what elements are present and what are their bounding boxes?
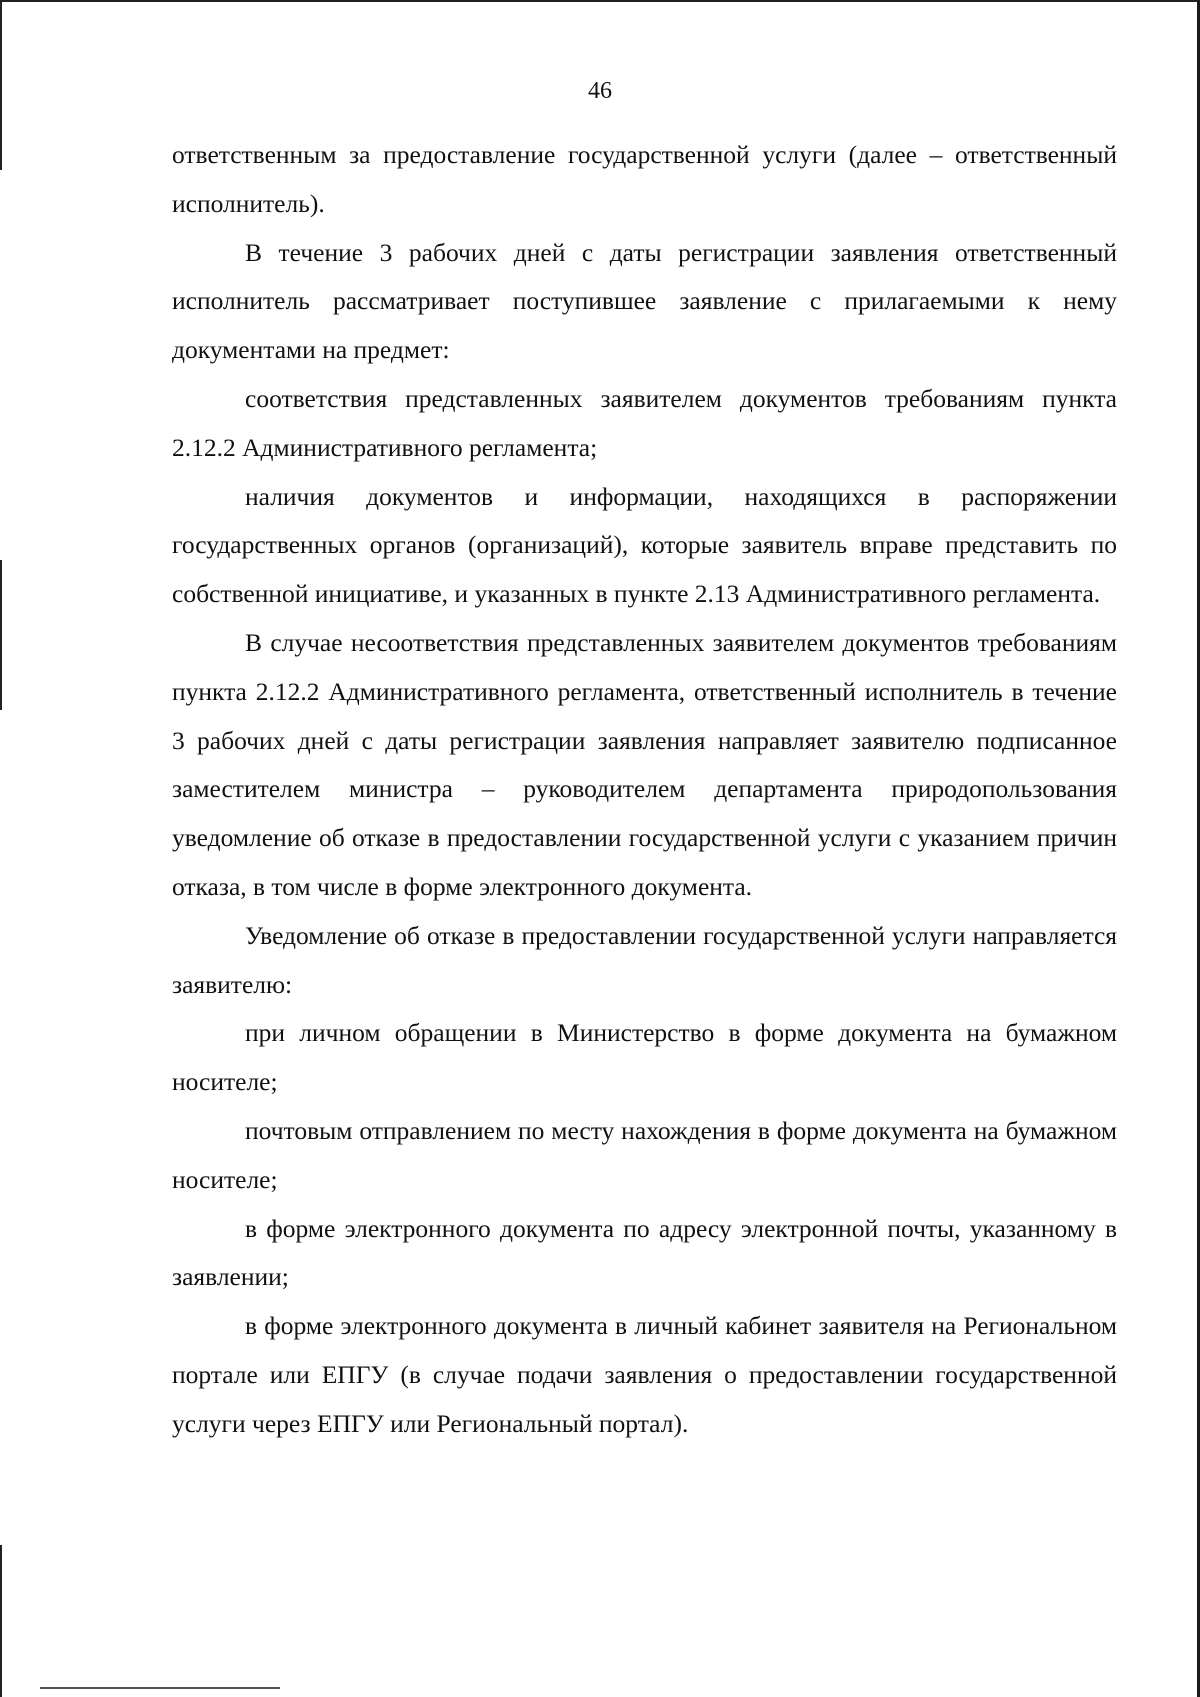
paragraph: В течение 3 рабочих дней с даты регистрации заявления ответственный исполнитель рассматривает поступившее заявление с прилагаемыми к нему документами на предмет: — [172, 237, 1117, 365]
document-body — [172, 131, 1117, 1449]
paragraph: Уведомление об отказе в предоставлении государственной услуги направляется заявителю: — [172, 920, 1117, 999]
scan-edge-mark — [40, 1687, 280, 1689]
scan-edge-mark — [0, 560, 2, 710]
scan-edge-mark — [0, 1545, 2, 1697]
paragraph: в форме электронного документа по адресу электронной почты, указанному в заявлении; — [172, 1213, 1117, 1292]
paragraph: В случае несоответствия представленных заявителем документов требованиям пункта 2.12.2 Административного регламента, ответственный исполнитель в течение 3 рабочих дней с даты регистрации заявления направляет заявителю подписанное заместителем министра – руководителем департамента природопользования уведомление об отказе в предоставлении государственной услуги с указанием причин отказа, в том числе в форме электронного документа. — [172, 627, 1117, 901]
paragraph-continuation: ответственным за предоставление государственной услуги (далее – ответственный исполнитель). — [172, 140, 1117, 218]
page-number: 46 — [588, 78, 612, 104]
paragraph: при личном обращении в Министерство в форме документа на бумажном носителе; — [172, 1018, 1117, 1097]
paragraph: наличия документов и информации, находящихся в распоряжении государственных органов (организаций), которые заявитель вправе представить по собственной инициативе, и указанных в пункте 2.13 Административного регламента. — [172, 481, 1117, 609]
paragraph: в форме электронного документа в личный кабинет заявителя на Региональном портале или ЕПГУ (в случае подачи заявления о предоставлении государственной услуги через ЕПГУ или Региональный портал). — [172, 1311, 1117, 1438]
paragraph: почтовым отправлением по месту нахождения в форме документа на бумажном носителе; — [172, 1115, 1117, 1194]
paragraph: соответствия представленных заявителем документов требованиям пункта 2.12.2 Административного регламента; — [172, 383, 1117, 462]
